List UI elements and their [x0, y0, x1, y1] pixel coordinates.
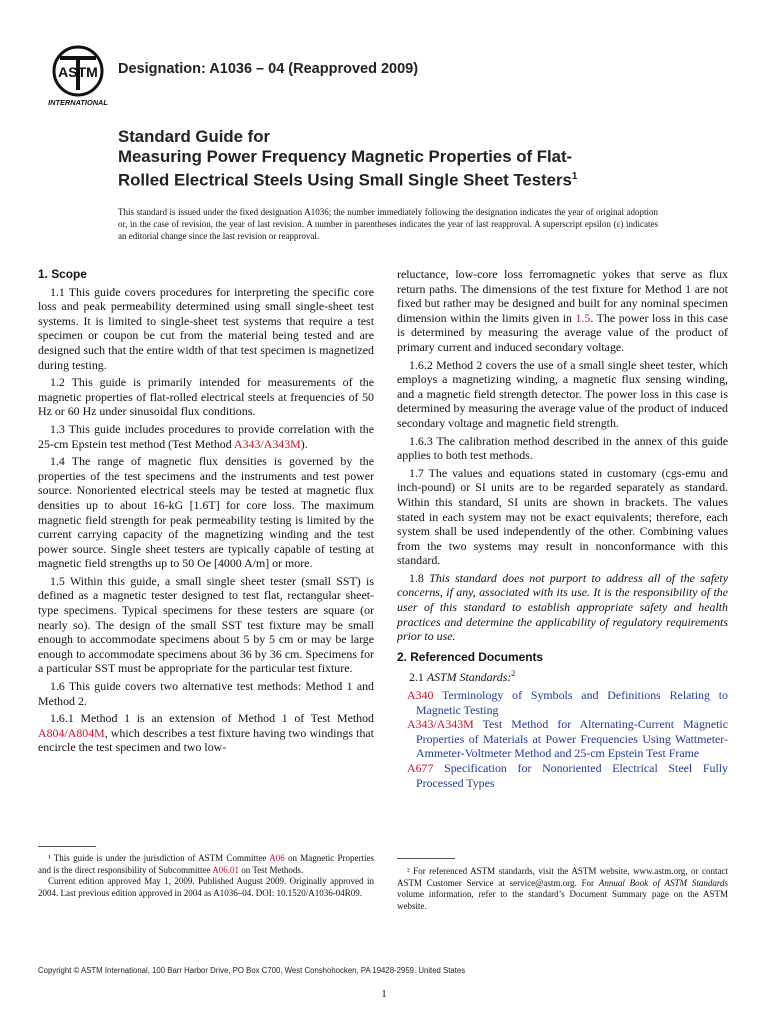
paragraph-1-8	[397, 571, 728, 644]
paragraph-1-3	[38, 422, 374, 451]
section-heading-scope: 1. Scope	[38, 267, 87, 281]
astm-standards-label: ASTM Standards:	[426, 670, 512, 685]
footnote-rule-left	[38, 846, 96, 847]
paragraph-1-8-number: 1.8	[409, 570, 430, 585]
link-a343[interactable]: A343/A343M	[234, 436, 301, 451]
footnote-1-text: ¹ This guide is under the jurisdiction of ASTM Committee	[48, 853, 270, 863]
link-section-1-5[interactable]: 1.5	[575, 310, 591, 325]
paragraph-1-6: 1.6 This guide covers two alternative test methods: Method 1 and Method 2.	[38, 679, 374, 708]
paragraph-1-6-3: 1.6.3 The calibration method described in the annex of this guide applies to both test methods.	[397, 433, 728, 463]
footnote-1-text-3: on Test Methods.	[238, 864, 304, 875]
paragraph-1-3-text: 1.3 This guide includes procedures to provide correlation with the 25-cm Epstein test method (Test Method	[38, 421, 374, 451]
link-ref-a343[interactable]: A343/A343M	[407, 717, 474, 732]
safety-statement: This standard does not purport to address all of the safety concerns, if any, associated with its use. It is the responsibility of the user of this standard to establish appropriate safety and health practices and determine the applicability of regulatory requirements prior to use.	[397, 570, 728, 644]
paragraph-1-6-2: 1.6.2 Method 2 covers the use of a small single sheet tester, which employs a magnetizing winding, a magnetic flux sensing winding, and a magnetic field strength detector. The power loss in this case is determined by measuring the average value of the product of induced secondary voltage and magnetic field strength.	[397, 357, 728, 430]
footnote-2-italic: Annual Book of ASTM Standards	[598, 877, 729, 888]
left-column	[38, 267, 374, 758]
link-a804[interactable]: A804/A804M	[38, 725, 105, 740]
document-title	[118, 127, 678, 191]
paragraph-1-6-1	[38, 711, 374, 755]
title-line-3-text: Rolled Electrical Steels Using Small Single Sheet Testers	[118, 170, 572, 190]
link-ref-a677[interactable]: A677	[407, 760, 434, 775]
designation: Designation: A1036 – 04 (Reapproved 2009)	[118, 61, 419, 77]
ref-a343-title[interactable]: Test Method for Alternating-Current Magnetic Properties of Materials at Power Frequencies Using Wattmeter-Ammeter-Voltmeter Method and 25-cm Epstein Test Frame	[416, 717, 728, 761]
paragraph-1-7: 1.7 The values and equations stated in customary (cgs-emu and inch-pound) or SI units are to be regarded separately as standard. Within this standard, SI units are shown in brackets. The values stated in each system may not be exact equivalents; therefore, each system shall be used independently of the other. Combining values from the two systems may result in nonconformance with this standard.	[397, 465, 728, 568]
link-ref-a340[interactable]: A340	[407, 688, 434, 702]
copyright-line: Copyright © ASTM International, 100 Barr Harbor Drive, PO Box C700, West Conshohocken, PA 19428-2959. United States	[38, 966, 466, 975]
paragraph-1-1: 1.1 This guide covers procedures for interpreting the specific core loss and peak permeability determined using small single-sheet test systems. It is limited to single-sheet test systems that require a test specimen or coupon be cut from the material being tested and are designed such that the entire width of that test specimen is magnetized during testing.	[38, 284, 374, 372]
footnote-1-para-1	[38, 853, 374, 876]
paragraph-2-1	[397, 667, 728, 685]
astm-logo	[44, 44, 112, 108]
paragraph-1-6-1-end: , which describes a test fixture having two windings that encircle the test specimen and two low-	[38, 725, 374, 755]
reference-a343	[397, 717, 728, 761]
paragraph-1-6-1-text: 1.6.1 Method 1 is an extension of Method 1 of Test Method	[50, 711, 374, 726]
footnote-2	[397, 866, 728, 912]
link-a06[interactable]: A06	[269, 853, 285, 863]
footnote-mark-2[interactable]: 2	[511, 669, 516, 679]
paragraph-1-2: 1.2 This guide is primarily intended for measurements of the magnetic properties of flat-rolled electrical steels at frequencies of 50 Hz or 60 Hz under sinusoidal flux conditions.	[38, 375, 374, 419]
ref-a340-title[interactable]: Terminology of Symbols and Definitions Relating to Magnetic Testing	[416, 688, 728, 717]
continued-text-end: . The power loss in this case is determined by measuring the average value of the product of primary current and induced secondary voltage.	[397, 310, 729, 354]
section-heading-referenced-documents: 2. Referenced Documents	[397, 649, 544, 664]
paragraph-1-6-1-continued	[397, 267, 728, 355]
ref-a677-title[interactable]: Specification for Nonoriented Electrical Steel Fully Processed Types	[416, 760, 728, 790]
footnote-1-para-2: Current edition approved May 1, 2009. Published August 2009. Originally approved in 2004. Last previous edition approved in 2004 as A1036–04. DOI: 10.1520/A1036-04R09.	[38, 876, 374, 898]
reference-a677	[397, 761, 728, 790]
footnote-2-text: ² For referenced ASTM standards, visit the ASTM website, www.astm.org, or contact ASTM Customer Service at service@astm.org. For	[397, 866, 728, 888]
reference-a340	[397, 688, 728, 717]
footnote-rule-right	[397, 858, 455, 859]
paragraph-1-3-end: ).	[300, 436, 308, 451]
title-line-3	[118, 167, 678, 191]
title-line-1: Standard Guide for	[118, 127, 270, 146]
title-footnote-mark[interactable]: 1	[571, 171, 578, 182]
paragraph-1-5: 1.5 Within this guide, a small single sheet tester (small SST) is defined as a magnetic tester designed to test flat, rectangular sheet-type specimens. Typical specimens for these testers are square (or nearly so). The design of the small SST test fixture may be small enough to accommodate specimens about 5 by 5 cm or may be large enough to accommodate specimens about 36 by 36 cm. Specimens for a particular SST must be appropriate for the particular test fixture.	[38, 573, 374, 676]
logo-text: ASTM	[58, 64, 98, 80]
footnote-2-text-end: volume information, refer to the standard’s Document Summary page on the ASTM website.	[397, 889, 728, 911]
page-number: 1	[381, 988, 387, 1000]
continued-text: reluctance, low-core loss ferromagnetic yokes that serve as flux return paths. The dimensions of the test fixture for Method 1 are not fixed but rather may be designed and built for any nominal specimen dimension within the limits given in	[397, 267, 728, 325]
link-a06-01[interactable]: A06.01	[212, 864, 239, 875]
logo-subtext: INTERNATIONAL	[48, 98, 108, 107]
standard-notice: This standard is issued under the fixed designation A1036; the number immediately following the designation indicates the year of original adoption or, in the case of revision, the year of last revision. A number in parentheses indicates the year of last reapproval. A superscript epsilon (ε) indicates an editorial change since the last revision or reapproval.	[118, 207, 658, 241]
paragraph-2-1-number: 2.1	[409, 670, 427, 685]
right-column	[397, 267, 728, 790]
title-line-2: Measuring Power Frequency Magnetic Properties of Flat-	[118, 147, 573, 166]
footnote-1	[38, 853, 374, 899]
footnote-2-para	[397, 866, 728, 912]
footnote-1-text-2: on Magnetic Properties and is the direct responsibility of Subcommittee	[38, 853, 374, 875]
paragraph-1-4: 1.4 The range of magnetic flux densities is governed by the properties of the test specimens and the instruments and test power source. Nonoriented electrical steels may be tested at magnetic flux densities up to about 16-kG [1.6T] for core loss. The maximum magnetic field strength for peak permeability testing is limited by the current carrying capacity of the magnetizing winding and the test power source. Single sheet testers are typically capable of testing at magnetic field strengths up to 50 Oe [4000 A/m] or more.	[38, 454, 374, 571]
